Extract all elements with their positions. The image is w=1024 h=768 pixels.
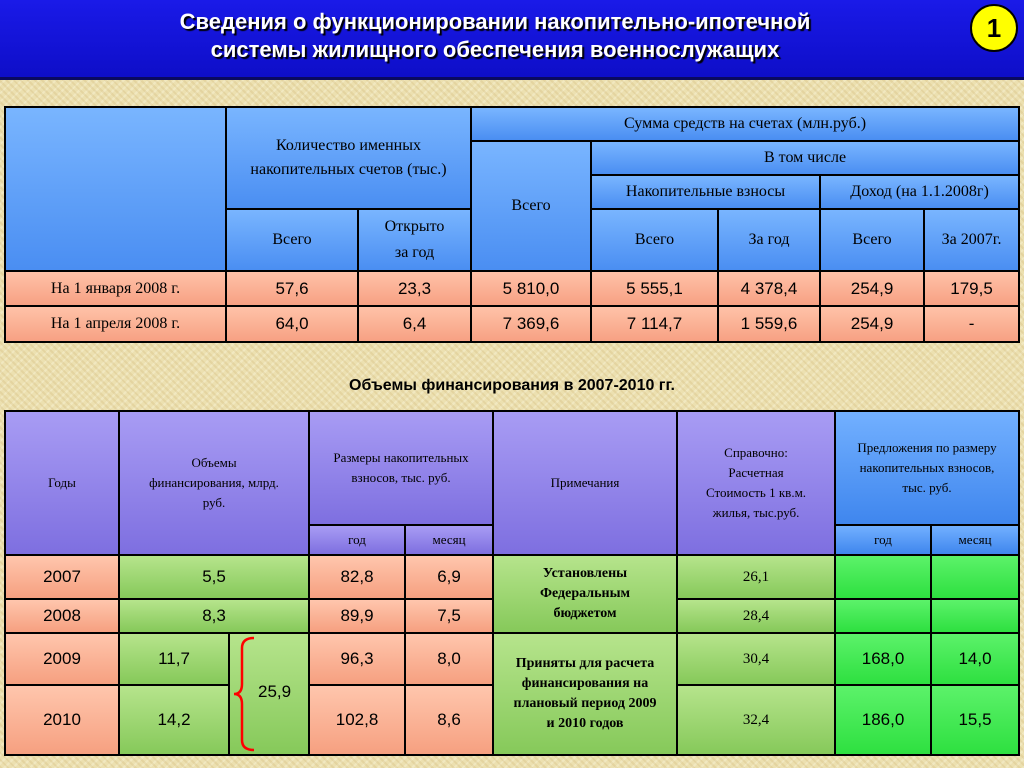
income-2007-cell: - bbox=[924, 306, 1019, 342]
row-label: На 1 января 2008 г. bbox=[5, 271, 226, 306]
volume-cell: 5,5 bbox=[119, 555, 309, 599]
combined-total-value: 25,9 bbox=[258, 682, 292, 701]
sum-total-cell: 7 369,6 bbox=[471, 306, 591, 342]
including-header: В том числе bbox=[591, 141, 1019, 175]
income-2007-cell: 179,5 bbox=[924, 271, 1019, 306]
contrib-total-cell: 7 114,7 bbox=[591, 306, 718, 342]
proposal-year-cell bbox=[835, 599, 931, 633]
proposal-year-cell: 186,0 bbox=[835, 685, 931, 755]
table-row bbox=[5, 271, 1019, 306]
slide-number-badge: 1 bbox=[970, 4, 1018, 52]
contrib-total-cell: 5 555,1 bbox=[591, 271, 718, 306]
income-2007-header: За 2007г. bbox=[924, 209, 1019, 271]
income-total-cell: 254,9 bbox=[820, 306, 924, 342]
contrib-per-year-header: За год bbox=[718, 209, 820, 271]
proposal-month-cell: 15,5 bbox=[931, 685, 1019, 755]
contrib-year-cell: 82,8 bbox=[309, 555, 405, 599]
proposal-year-cell: 168,0 bbox=[835, 633, 931, 685]
contrib-year-cell: 4 378,4 bbox=[718, 271, 820, 306]
price-cell: 26,1 bbox=[677, 555, 835, 599]
table1-corner-cell bbox=[5, 107, 226, 271]
title-line-1: Сведения о функционировании накопительно-ипотечной bbox=[179, 9, 811, 34]
years-header: Годы bbox=[5, 411, 119, 555]
income-total-cell: 254,9 bbox=[820, 271, 924, 306]
opened-per-year-header: Открыто за год bbox=[358, 209, 471, 271]
proposal-month-cell: 14,0 bbox=[931, 633, 1019, 685]
accounts-count-header: Количество именных накопительных счетов (тыс.) bbox=[226, 107, 471, 209]
volume-cell: 11,7 bbox=[119, 633, 229, 685]
notes-header: Примечания bbox=[493, 411, 677, 555]
contrib-month-cell: 7,5 bbox=[405, 599, 493, 633]
table-row bbox=[5, 555, 1019, 599]
table-row bbox=[5, 633, 1019, 685]
price-cell: 30,4 bbox=[677, 633, 835, 685]
proposal-year-cell bbox=[835, 555, 931, 599]
contrib-total-header: Всего bbox=[591, 209, 718, 271]
accounts-table bbox=[4, 106, 1020, 343]
year-cell: 2007 bbox=[5, 555, 119, 599]
note-planning-period: Приняты для расчета финансирования на плановый период 2009 и 2010 годов bbox=[493, 633, 677, 755]
price-cell: 32,4 bbox=[677, 685, 835, 755]
header-bar bbox=[0, 0, 1024, 80]
sum-total-cell: 5 810,0 bbox=[471, 271, 591, 306]
volume-header: Объемы финансирования, млрд. руб. bbox=[119, 411, 309, 555]
opened-cell: 23,3 bbox=[358, 271, 471, 306]
contrib-year-cell: 102,8 bbox=[309, 685, 405, 755]
proposal-month-subheader: месяц bbox=[931, 525, 1019, 555]
proposal-year-subheader: год bbox=[835, 525, 931, 555]
opened-cell: 6,4 bbox=[358, 306, 471, 342]
income-header: Доход (на 1.1.2008г) bbox=[820, 175, 1019, 209]
contrib-year-cell: 89,9 bbox=[309, 599, 405, 633]
row-label: На 1 апреля 2008 г. bbox=[5, 306, 226, 342]
contrib-month-subheader: месяц bbox=[405, 525, 493, 555]
table-row bbox=[5, 306, 1019, 342]
financing-subtitle: Объемы финансирования в 2007-2010 гг. bbox=[349, 377, 675, 394]
financing-table bbox=[4, 410, 1020, 756]
volume-cell: 8,3 bbox=[119, 599, 309, 633]
contrib-size-header: Размеры накопительных взносов, тыс. руб. bbox=[309, 411, 493, 525]
contrib-year-cell: 96,3 bbox=[309, 633, 405, 685]
accounts-total-cell: 64,0 bbox=[226, 306, 358, 342]
contrib-year-cell: 1 559,6 bbox=[718, 306, 820, 342]
proposals-header: Предложения по размеру накопительных взносов, тыс. руб. bbox=[835, 411, 1019, 525]
accounts-total-header: Всего bbox=[226, 209, 358, 271]
reference-price-header: Справочно: Расчетная Стоимость 1 кв.м. жилья, тыс.руб. bbox=[677, 411, 835, 555]
combined-total-cell bbox=[229, 633, 309, 755]
contrib-month-cell: 6,9 bbox=[405, 555, 493, 599]
year-cell: 2010 bbox=[5, 685, 119, 755]
contrib-month-cell: 8,0 bbox=[405, 633, 493, 685]
sum-on-accounts-header: Сумма средств на счетах (млн.руб.) bbox=[471, 107, 1019, 141]
contributions-header: Накопительные взносы bbox=[591, 175, 820, 209]
sum-total-header: Всего bbox=[471, 141, 591, 271]
proposal-month-cell bbox=[931, 599, 1019, 633]
price-cell: 28,4 bbox=[677, 599, 835, 633]
year-cell: 2009 bbox=[5, 633, 119, 685]
proposal-month-cell bbox=[931, 555, 1019, 599]
page-title bbox=[0, 8, 990, 64]
contrib-year-subheader: год bbox=[309, 525, 405, 555]
title-line-2: системы жилищного обеспечения военнослужащих bbox=[210, 37, 780, 62]
accounts-total-cell: 57,6 bbox=[226, 271, 358, 306]
income-total-header: Всего bbox=[820, 209, 924, 271]
year-cell: 2008 bbox=[5, 599, 119, 633]
note-federal-budget: Установлены Федеральным бюджетом bbox=[493, 555, 677, 633]
volume-cell: 14,2 bbox=[119, 685, 229, 755]
contrib-month-cell: 8,6 bbox=[405, 685, 493, 755]
